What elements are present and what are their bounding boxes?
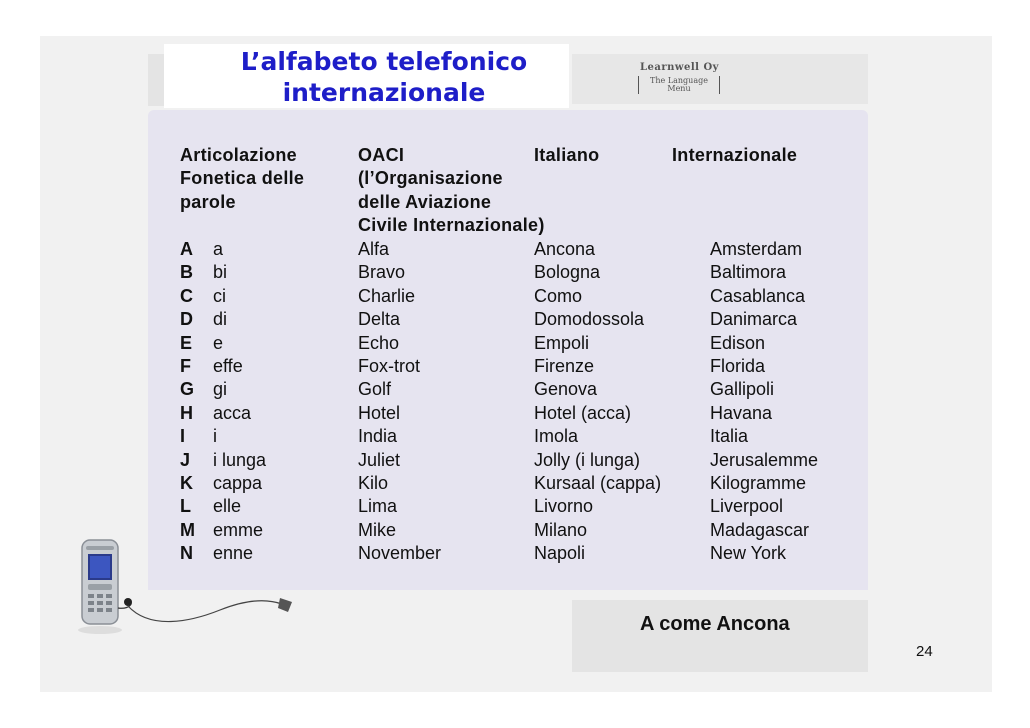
row-oaci: Echo bbox=[358, 332, 400, 353]
row-letter: E bbox=[180, 332, 193, 353]
row-phonetic: enne bbox=[213, 543, 254, 564]
row-letter: B bbox=[180, 262, 193, 283]
row-phonetic: gi bbox=[213, 379, 228, 400]
row-letter: H bbox=[180, 402, 193, 423]
row-international: Baltimora bbox=[710, 262, 787, 283]
header-oaci-line: delle Aviazione bbox=[358, 191, 492, 212]
caption-panel bbox=[572, 600, 868, 672]
row-phonetic: emme bbox=[213, 519, 264, 540]
logo-panel bbox=[572, 54, 868, 104]
row-italian: Hotel (acca) bbox=[534, 402, 632, 423]
row-international: Havana bbox=[710, 402, 773, 423]
row-italian: Jolly (i lunga) bbox=[534, 449, 641, 470]
row-italian: Imola bbox=[534, 426, 579, 447]
header-phonetic-line: Articolazione bbox=[180, 145, 297, 165]
row-international: Danimarca bbox=[710, 309, 798, 330]
row-letter: J bbox=[180, 449, 191, 470]
row-letter: N bbox=[180, 543, 193, 564]
header-phonetic-line: parole bbox=[180, 191, 236, 212]
header-italian: Italiano bbox=[534, 145, 600, 165]
row-letter: G bbox=[180, 379, 195, 400]
row-italian: Bologna bbox=[534, 262, 601, 283]
row-international: New York bbox=[710, 543, 787, 564]
row-phonetic: effe bbox=[213, 356, 243, 376]
row-letter: M bbox=[180, 519, 195, 540]
row-phonetic: bi bbox=[213, 262, 228, 283]
row-italian: Ancona bbox=[534, 239, 596, 259]
row-phonetic: elle bbox=[213, 496, 242, 517]
mobile-phone-icon bbox=[70, 530, 310, 660]
row-international: Casablanca bbox=[710, 285, 806, 306]
slide-title bbox=[164, 46, 604, 108]
row-letter: F bbox=[180, 356, 191, 376]
row-oaci: Fox-trot bbox=[358, 356, 421, 376]
header-oaci-line: OACI bbox=[358, 145, 405, 165]
row-italian: Napoli bbox=[534, 543, 586, 564]
caption: A come Ancona bbox=[640, 613, 790, 635]
row-phonetic: di bbox=[213, 309, 228, 330]
row-international: Italia bbox=[710, 426, 749, 447]
row-oaci: Lima bbox=[358, 496, 398, 517]
row-oaci: Mike bbox=[358, 519, 397, 540]
row-international: Jerusalemme bbox=[710, 449, 819, 470]
row-letter: L bbox=[180, 496, 191, 517]
row-international: Florida bbox=[710, 356, 766, 376]
row-oaci: Bravo bbox=[358, 262, 406, 283]
row-letter: A bbox=[180, 239, 193, 259]
row-international: Kilogramme bbox=[710, 473, 807, 493]
row-phonetic: ci bbox=[213, 285, 226, 306]
row-international: Gallipoli bbox=[710, 379, 775, 400]
row-italian: Kursaal (cappa) bbox=[534, 473, 662, 493]
header-oaci-line: Civile Internazionale) bbox=[358, 215, 545, 236]
row-oaci: November bbox=[358, 543, 442, 564]
row-oaci: Charlie bbox=[358, 285, 416, 306]
logo-tagline bbox=[638, 76, 720, 94]
row-letter: D bbox=[180, 309, 193, 330]
header-international: Internazionale bbox=[672, 145, 798, 165]
row-italian: Genova bbox=[534, 379, 598, 400]
row-phonetic: i bbox=[213, 426, 217, 447]
header-oaci bbox=[358, 144, 545, 238]
page-number: 24 bbox=[916, 643, 933, 660]
row-oaci: Delta bbox=[358, 309, 401, 330]
header-oaci-line: (l’Organisazione bbox=[358, 168, 503, 189]
row-phonetic: acca bbox=[213, 402, 252, 423]
title-line-1: L’alfabeto telefonico bbox=[240, 47, 528, 76]
row-italian: Milano bbox=[534, 519, 588, 540]
row-oaci: Golf bbox=[358, 379, 392, 400]
row-international: Liverpool bbox=[710, 496, 784, 517]
row-letter: C bbox=[180, 285, 193, 306]
row-phonetic: e bbox=[213, 332, 224, 353]
row-phonetic: i lunga bbox=[213, 449, 267, 470]
row-italian: Firenze bbox=[534, 356, 595, 376]
row-oaci: Juliet bbox=[358, 449, 401, 470]
title-line-2: internazionale bbox=[282, 78, 486, 107]
row-international: Amsterdam bbox=[710, 239, 803, 259]
row-oaci: Alfa bbox=[358, 239, 390, 259]
row-phonetic: cappa bbox=[213, 473, 263, 493]
logo-tagline-line-2: Menu bbox=[667, 84, 691, 93]
row-letter: K bbox=[180, 473, 193, 493]
row-oaci: Kilo bbox=[358, 473, 389, 493]
row-italian: Como bbox=[534, 285, 583, 306]
row-italian: Empoli bbox=[534, 332, 590, 353]
row-oaci: India bbox=[358, 426, 398, 447]
row-oaci: Hotel bbox=[358, 402, 401, 423]
logo-tagline-line-1: The Language bbox=[650, 76, 708, 85]
header-phonetic-line: Fonetica delle bbox=[180, 168, 305, 189]
logo-company-name: Learnwell Oy bbox=[640, 62, 719, 73]
row-international: Madagascar bbox=[710, 519, 810, 540]
row-italian: Livorno bbox=[534, 496, 594, 517]
row-letter: I bbox=[180, 426, 186, 447]
decorative-strip bbox=[148, 54, 164, 106]
row-international: Edison bbox=[710, 332, 766, 353]
header-phonetic bbox=[180, 144, 304, 214]
row-phonetic: a bbox=[213, 239, 224, 259]
row-italian: Domodossola bbox=[534, 309, 645, 330]
